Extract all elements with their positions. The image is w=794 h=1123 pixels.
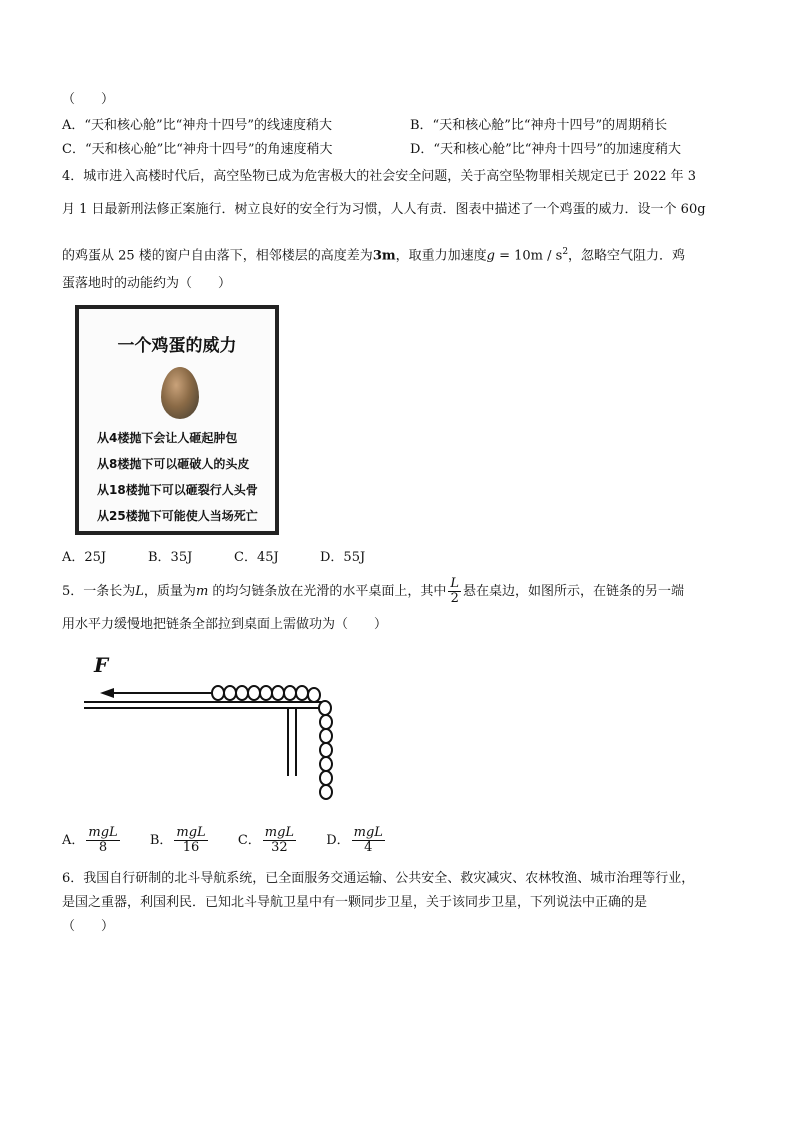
q5-length-symbol: L bbox=[135, 584, 144, 599]
q5-mass-symbol: m bbox=[195, 584, 209, 599]
chain-link bbox=[224, 686, 236, 700]
chain-link bbox=[320, 743, 332, 757]
q5-option-a bbox=[62, 826, 122, 855]
chain-link bbox=[319, 701, 331, 715]
q4-options bbox=[62, 549, 365, 567]
q3-option-d: D．“天和核心舱”比“神舟十四号”的加速度稍大 bbox=[410, 142, 682, 157]
q5-stem-line1 bbox=[62, 577, 684, 606]
q5-option-b-fraction bbox=[174, 826, 207, 855]
q4-line3-c: ，取重力加速度 bbox=[395, 248, 487, 264]
q4-option-d: D．55J bbox=[320, 550, 366, 565]
chain-link bbox=[296, 686, 308, 700]
q4-g-value: = 10m / s bbox=[494, 248, 563, 264]
q6-stem-line2: 是国之重器，利国利民．已知北斗导航卫星中有一颗同步卫星，关于该同步卫星，下列说法中正确的是 bbox=[62, 895, 648, 910]
q4-stem-line4: 蛋落地时的动能约为（ ） bbox=[62, 276, 232, 291]
q5-half-length-fraction bbox=[448, 577, 461, 606]
q5-option-b-num: mgL bbox=[176, 825, 206, 840]
q5-stem-line2: 用水平力缓慢地把链条全部拉到桌面上需做功为（ ） bbox=[62, 617, 388, 632]
q4-g-symbol: g bbox=[486, 248, 495, 264]
q5-option-c-fraction bbox=[263, 826, 296, 855]
q5-frac-den: 2 bbox=[450, 591, 459, 606]
chain-link bbox=[284, 686, 296, 700]
chain-link bbox=[236, 686, 248, 700]
q4-g-exponent: 2 bbox=[562, 247, 569, 257]
egg-image bbox=[161, 367, 199, 419]
chain-link bbox=[320, 729, 332, 743]
chain-link bbox=[320, 785, 332, 799]
q5-line1-c: 的均匀链条放在光滑的水平桌面上，其中 bbox=[208, 584, 447, 599]
q5-option-b bbox=[150, 826, 210, 855]
force-label: F bbox=[94, 653, 109, 677]
q5-line1-a: 5．一条长为 bbox=[62, 584, 136, 599]
q5-option-d-den: 4 bbox=[364, 840, 373, 855]
q3-option-b: B．“天和核心舱”比“神舟十四号”的周期稍长 bbox=[410, 118, 668, 133]
q5-option-c-prefix: C． bbox=[237, 833, 261, 848]
chain-link bbox=[320, 715, 332, 729]
q5-option-b-den: 16 bbox=[182, 840, 200, 855]
q4-line3-d: ，忽略空气阻力．鸡 bbox=[568, 248, 686, 264]
q5-option-c-num: mgL bbox=[264, 825, 295, 840]
q5-option-a-fraction bbox=[86, 826, 119, 855]
chain-link bbox=[308, 688, 320, 702]
q5-options bbox=[62, 826, 411, 855]
q5-option-c bbox=[238, 826, 298, 855]
q4-stem-line2: 月 1 日最新刑法修正案施行．树立良好的安全行为习惯，人人有责．图表中描述了一个鸡蛋的威力．设一个 60g bbox=[62, 202, 706, 217]
q4-stem-line3 bbox=[62, 243, 685, 265]
q3-paren: （ ） bbox=[62, 92, 115, 107]
q5-option-d bbox=[326, 826, 387, 855]
q4-option-a: A．25J bbox=[62, 550, 107, 565]
q5-option-b-prefix: B． bbox=[149, 833, 173, 848]
q6-stem-line1: 6．我国自行研制的北斗导航系统，已全面服务交通运输、公共安全、救灾减灾、农林牧渔、城市治理等行业， bbox=[62, 871, 695, 886]
q5-line1-d: 悬在桌边，如图所示，在链条的另一端 bbox=[463, 584, 685, 599]
q4-line3-a: 的鸡蛋从 25 楼的窗户自由落下，相邻楼层的高度差为 bbox=[62, 248, 373, 264]
chain-link bbox=[272, 686, 284, 700]
q4-option-b: B．35J bbox=[148, 550, 193, 565]
poster-line-2: 从8楼抛下可以砸破人的头皮 bbox=[97, 457, 250, 471]
q3-option-a: A．“天和核心舱”比“神舟十四号”的线速度稍大 bbox=[62, 118, 332, 133]
q5-line1-b: ，质量为 bbox=[143, 584, 196, 599]
chain-link bbox=[320, 771, 332, 785]
egg-power-poster bbox=[75, 305, 279, 535]
q5-option-d-fraction bbox=[352, 826, 385, 855]
q4-stem-line1: 4．城市进入高楼时代后，高空坠物已成为危害极大的社会安全问题，关于高空坠物罪相关规定已于 2022 年 3 bbox=[62, 169, 697, 184]
chain-figure bbox=[70, 650, 370, 810]
q5-frac-num: L bbox=[450, 576, 460, 591]
q4-option-c: C．45J bbox=[234, 550, 279, 565]
q5-option-a-den: 8 bbox=[98, 840, 108, 855]
q4-height: 3m bbox=[372, 248, 396, 264]
q6-paren: （ ） bbox=[62, 919, 115, 934]
q5-option-a-num: mgL bbox=[88, 825, 118, 840]
q5-option-c-den: 32 bbox=[271, 840, 288, 855]
q5-option-d-prefix: D． bbox=[326, 833, 350, 848]
q5-option-d-num: mgL bbox=[353, 825, 383, 840]
poster-line-3: 从18楼抛下可以砸裂行人头骨 bbox=[97, 483, 258, 497]
poster-line-1: 从4楼抛下会让人砸起肿包 bbox=[97, 431, 238, 445]
force-arrow-head bbox=[100, 688, 114, 698]
chain-link bbox=[248, 686, 260, 700]
poster-title: 一个鸡蛋的威力 bbox=[117, 336, 237, 356]
poster-line-4: 从25楼抛下可能使人当场死亡 bbox=[97, 509, 258, 523]
chain-link bbox=[320, 757, 332, 771]
chain-link bbox=[260, 686, 272, 700]
q5-option-a-prefix: A． bbox=[62, 833, 85, 848]
chain-link bbox=[212, 686, 224, 700]
q3-option-c: C．“天和核心舱”比“神舟十四号”的角速度稍大 bbox=[62, 142, 333, 157]
